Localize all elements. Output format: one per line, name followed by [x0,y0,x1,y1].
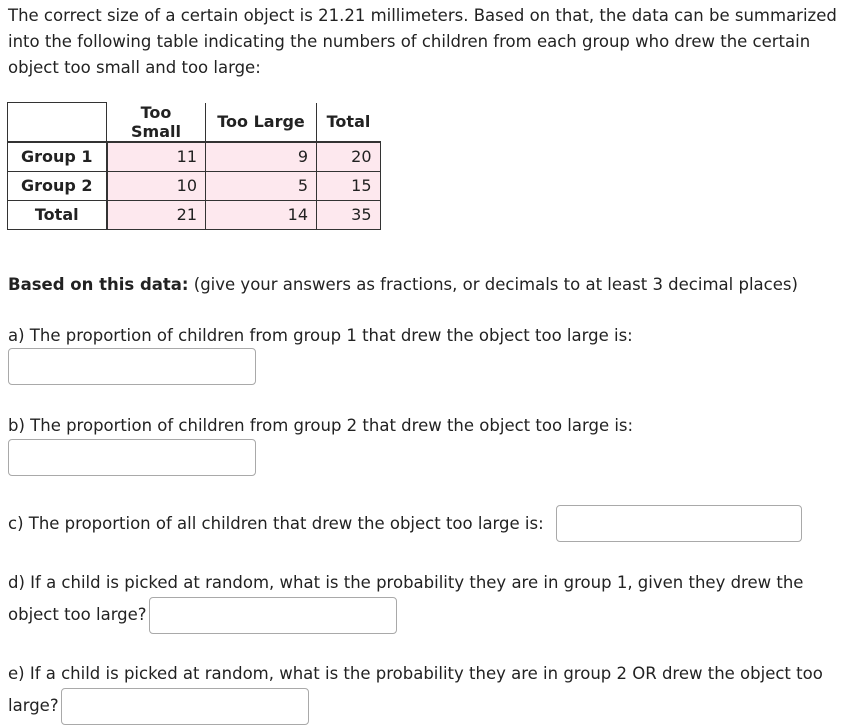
intro-paragraph: The correct size of a certain object is 21.21 millimeters. Based on that, the data can be summarized into the following table indicating the numbers of children from each group who drew the certain object too small and too large: [8,6,837,77]
table-row [8,142,381,172]
answer-e-input[interactable] [61,688,309,725]
row-label-group-2: Group 2 [8,171,107,200]
question-b-text: b) The proportion of children from group 2 that drew the object too large is: [8,416,634,435]
answer-a-input[interactable] [8,348,256,385]
instructions-rest: (give your answers as fractions, or decimals to at least 3 decimal places) [188,275,798,294]
cell-value: 15 [317,171,381,200]
answer-b-input[interactable] [8,439,256,476]
header-total: Total [317,103,381,142]
question-e-label: e) If a child is picked at random, what is the probability they are in group 2 OR drew the object too large? [8,664,823,715]
table-row [8,200,381,229]
cell-value: 21 [107,200,206,229]
header-too-small: Too Small [107,103,206,142]
row-label-group-1: Group 1 [8,142,107,172]
row-label-total: Total [8,200,107,229]
answer-c-input[interactable] [556,505,802,542]
question-d-text [8,568,828,634]
answer-d-input[interactable] [149,597,397,634]
instructions [8,270,798,299]
cell-value: 5 [206,171,317,200]
header-too-large: Too Large [206,103,317,142]
table-header-row [8,103,381,142]
question-e-text [8,659,838,725]
cell-value: 9 [206,142,317,172]
table-corner-cell [8,103,107,142]
cell-value: 11 [107,142,206,172]
cell-value: 14 [206,200,317,229]
cell-value: 35 [317,200,381,229]
cell-value: 20 [317,142,381,172]
question-d-label: d) If a child is picked at random, what is the probability they are in group 1, given they drew the object too large? [8,573,804,624]
instructions-bold: Based on this data: [8,275,189,294]
data-table [7,102,381,230]
cell-value: 10 [107,171,206,200]
question-a-text: a) The proportion of children from group 1 that drew the object too large is: [8,326,633,345]
table-row [8,171,381,200]
question-c-text: c) The proportion of all children that drew the object too large is: [8,514,544,533]
